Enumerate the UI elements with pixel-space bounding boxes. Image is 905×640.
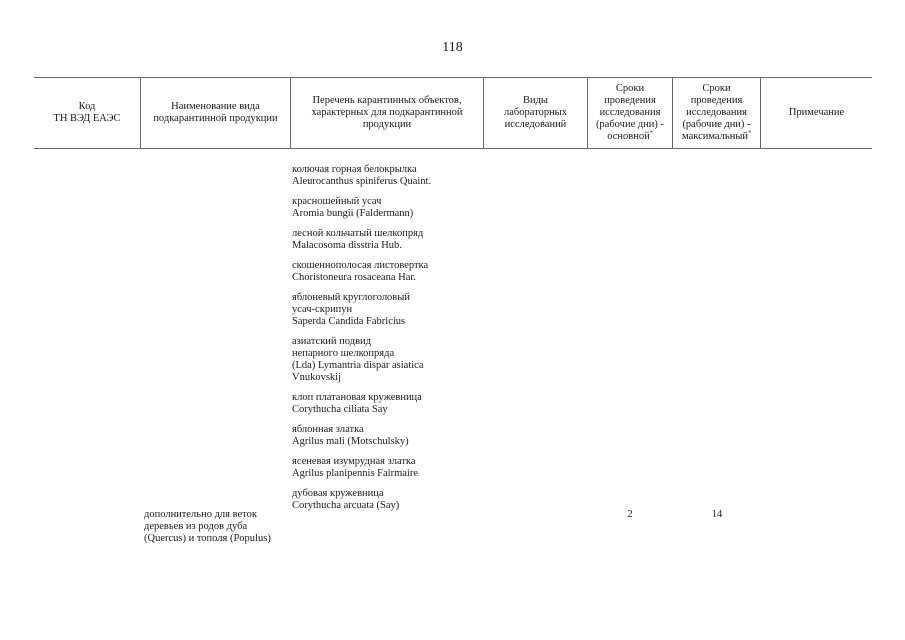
footnote-mark: * xyxy=(748,130,751,137)
header-term-main: Сроки проведения исследования (рабочие дни) - основной* xyxy=(595,83,665,142)
header-quarantine-objects: Перечень карантинных объектов, характерных для подкарантинной продукции xyxy=(311,95,463,130)
list-item: красношейный усач Aromia bungii (Faldermann) xyxy=(292,196,414,219)
header-product-name: Наименование вида подкарантинной продукции xyxy=(153,101,278,124)
list-item: клоп платановая кружевница Corythucha ciliata Say xyxy=(292,392,422,415)
list-item: яблонная златка Agrilus mali (Motschulsky) xyxy=(292,424,409,447)
list-item: дубовая кружевница Corythucha arcuata (Say) xyxy=(292,488,400,511)
product-name-cell: дополнительно для веток деревьев из родов дуба (Quercus) и тополя (Populus) xyxy=(144,509,271,544)
term-main-value: 2 xyxy=(627,509,633,520)
header-bottom-border xyxy=(34,148,872,149)
header-lab-types: Виды лабораторных исследований xyxy=(503,95,567,130)
list-item: яблоневый круглоголовый усач-скрипун Saperda Candida Fabricius xyxy=(292,292,410,327)
page-number: 118 xyxy=(442,40,463,55)
quarantine-object-list xyxy=(292,164,431,520)
list-item: азиатский подвид непарного шелкопряда (Lda) Lymantria dispar asiatica Vnukovskij xyxy=(292,336,424,383)
list-item: скошеннополосая листовертка Choristoneura rosaceana Har. xyxy=(292,260,429,283)
header-note: Примечание xyxy=(788,107,845,118)
footnote-mark: * xyxy=(649,130,653,137)
list-item: колючая горная белокрылка Aleurocanthus spiniferus Quaint. xyxy=(292,164,432,187)
list-item: ясеневая изумрудная златка Agrilus planipennis Fairmaire xyxy=(292,456,418,479)
list-item: лесной кольчатый шелкопряд Malacosoma disstria Hub. xyxy=(292,228,424,251)
header-term-max: Сроки проведения исследования (рабочие дни) - максимальный* xyxy=(682,83,751,142)
term-max-value: 14 xyxy=(711,509,723,520)
header-code: Код ТН ВЭД ЕАЭС xyxy=(53,101,121,124)
